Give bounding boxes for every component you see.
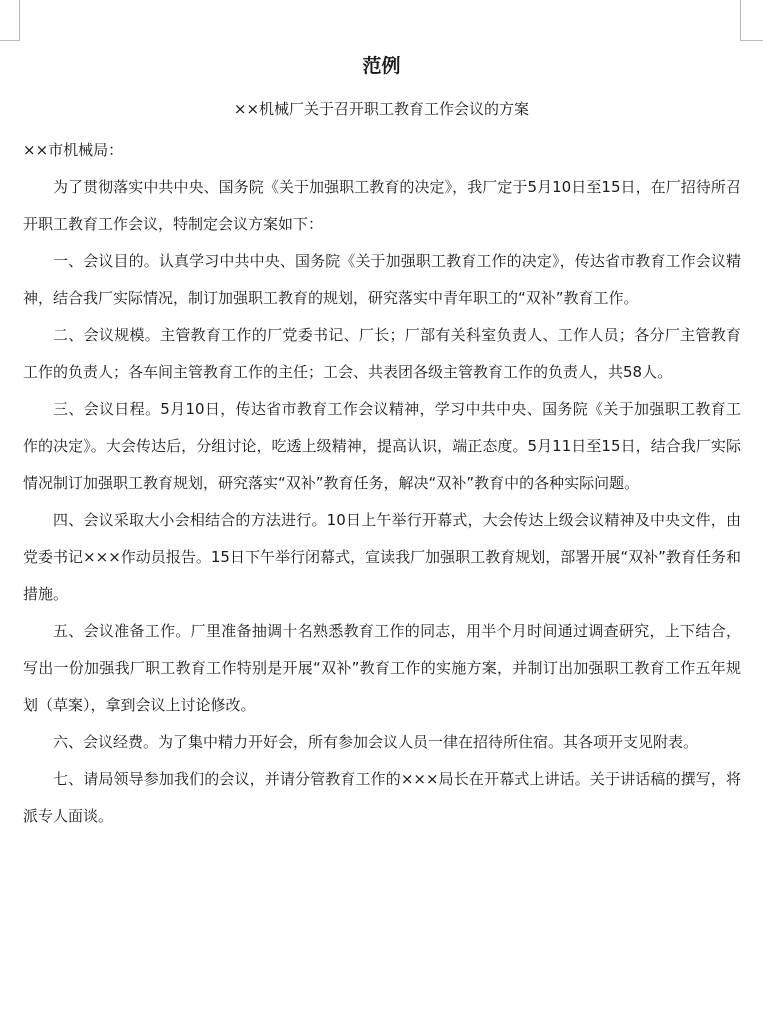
paragraph-intro: 为了贯彻落实中共中央、国务院《关于加强职工教育的决定》，我厂定于5月10日至15日，在厂招待所召开职工教育工作会议，特制定会议方案如下： — [23, 178, 741, 233]
paragraph-1-purpose: 一、会议目的。认真学习中共中央、国务院《关于加强职工教育工作的决定》，传达省市教育工作会议精神，结合我厂实际情况，制订加强职工教育的规划，研究落实中青年职工的“双补”教育工作。 — [23, 252, 741, 307]
document-subtitle: ××机械厂关于召开职工教育工作会议的方案 — [233, 100, 530, 118]
paragraph-3-schedule: 三、会议日程。5月10日，传达省市教育工作会议精神，学习中共中央、国务院《关于加强职工教育工作的决定》。大会传达后，分组讨论，吃透上级精神，提高认识，端正态度。5月11日至15日，结合我厂实际情况制订加强职工教育规划，研究落实“双补”教育任务，解决“双补”教育中的各种实际问题。 — [23, 400, 741, 492]
paragraph-7-invitation: 七、请局领导参加我们的会议，并请分管教育工作的×××局长在开幕式上讲话。关于讲话稿的撰写，将派专人面谈。 — [23, 770, 741, 825]
document-body — [23, 132, 741, 835]
crop-mark-top-right — [740, 0, 763, 41]
paragraph-5-preparation: 五、会议准备工作。厂里准备抽调十名熟悉教育工作的同志，用半个月时间通过调查研究，上下结合，写出一份加强我厂职工教育工作特别是开展“双补”教育工作的实施方案，并制订出加强职工教育工作五年规划（草案），拿到会议上讨论修改。 — [23, 622, 741, 714]
paragraph-6-funding: 六、会议经费。为了集中精力开好会，所有参加会议人员一律在招待所住宿。其各项开支见附表。 — [53, 733, 699, 751]
document-title: 范例 — [362, 55, 401, 77]
addressee: ××市机械局： — [23, 141, 124, 159]
crop-mark-top-left — [0, 0, 20, 41]
paragraph-4-method: 四、会议采取大小会相结合的方法进行。10日上午举行开幕式，大会传达上级会议精神及中央文件，由党委书记×××作动员报告。15日下午举行闭幕式，宣读我厂加强职工教育规划，部署开展“双补”教育任务和措施。 — [23, 511, 741, 603]
paragraph-2-scale: 二、会议规模。主管教育工作的厂党委书记、厂长；厂部有关科室负责人、工作人员；各分厂主管教育工作的负责人；各车间主管教育工作的主任；工会、共表团各级主管教育工作的负责人，共58人。 — [23, 326, 741, 381]
